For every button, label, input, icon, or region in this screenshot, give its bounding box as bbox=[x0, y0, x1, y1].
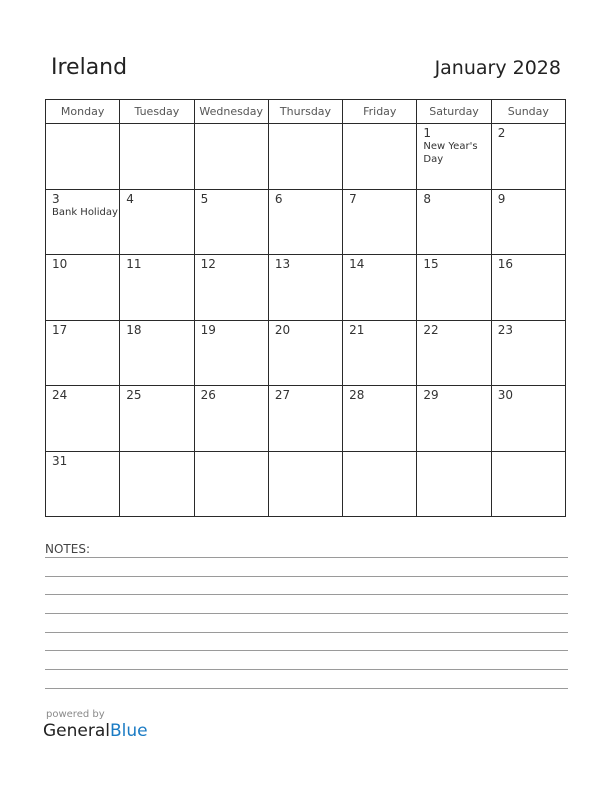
weekday-friday: Friday bbox=[343, 100, 417, 124]
weekday-saturday: Saturday bbox=[417, 100, 491, 124]
day-cell bbox=[194, 320, 268, 386]
day-cell bbox=[491, 189, 565, 255]
notes-line bbox=[45, 632, 568, 633]
day-cell bbox=[268, 386, 342, 452]
notes-line bbox=[45, 613, 568, 614]
day-number: 20 bbox=[274, 322, 291, 337]
day-cell bbox=[120, 320, 194, 386]
day-number: 13 bbox=[274, 257, 291, 271]
notes-label: NOTES: bbox=[45, 542, 90, 556]
weekday-tuesday: Tuesday bbox=[120, 100, 194, 124]
month-year-title: January 2028 bbox=[434, 57, 561, 79]
weekday-sunday: Sunday bbox=[491, 100, 565, 124]
week-row bbox=[46, 189, 566, 255]
weekday-wednesday: Wednesday bbox=[194, 100, 268, 124]
day-number: 22 bbox=[423, 322, 439, 337]
day-number: 8 bbox=[423, 191, 432, 206]
day-number: 5 bbox=[200, 191, 209, 206]
day-cell bbox=[120, 451, 194, 517]
day-number: 9 bbox=[497, 191, 506, 206]
day-cell bbox=[46, 386, 120, 452]
day-number: 28 bbox=[349, 388, 365, 402]
day-cell bbox=[120, 124, 194, 190]
day-cell bbox=[46, 320, 120, 386]
notes-line bbox=[45, 557, 568, 558]
day-cell bbox=[120, 255, 194, 321]
calendar-grid bbox=[45, 99, 566, 517]
day-number: 6 bbox=[274, 191, 283, 206]
day-number: 10 bbox=[52, 257, 68, 271]
day-number: 15 bbox=[423, 257, 439, 271]
day-cell bbox=[46, 451, 120, 517]
day-cell bbox=[417, 255, 491, 321]
generalblue-logo[interactable] bbox=[43, 721, 148, 741]
day-cell bbox=[417, 189, 491, 255]
day-number: 12 bbox=[200, 257, 216, 271]
day-cell bbox=[268, 189, 342, 255]
day-number: 7 bbox=[349, 191, 357, 206]
day-cell bbox=[417, 451, 491, 517]
day-number: 11 bbox=[126, 257, 142, 271]
day-number: 18 bbox=[126, 322, 142, 337]
notes-line bbox=[45, 688, 568, 689]
week-row bbox=[46, 451, 566, 517]
day-cell bbox=[343, 124, 417, 190]
day-cell bbox=[194, 451, 268, 517]
day-cell bbox=[46, 255, 120, 321]
weekday-thursday: Thursday bbox=[268, 100, 342, 124]
day-cell bbox=[343, 386, 417, 452]
notes-line bbox=[45, 669, 568, 670]
day-cell bbox=[417, 124, 491, 190]
day-number: 26 bbox=[200, 388, 216, 402]
day-cell bbox=[417, 386, 491, 452]
weekday-header-row bbox=[46, 100, 566, 124]
week-row bbox=[46, 124, 566, 190]
day-cell bbox=[194, 124, 268, 190]
day-cell bbox=[491, 255, 565, 321]
day-cell bbox=[491, 320, 565, 386]
day-cell bbox=[268, 255, 342, 321]
notes-line bbox=[45, 576, 568, 577]
brand-general-text: General bbox=[43, 721, 110, 741]
day-number: 2 bbox=[497, 126, 506, 140]
day-number: 16 bbox=[497, 257, 513, 271]
day-cell bbox=[343, 451, 417, 517]
holiday-label: Bank Holiday bbox=[52, 206, 118, 218]
day-cell bbox=[194, 255, 268, 321]
notes-line bbox=[45, 594, 568, 595]
brand-blue-text: Blue bbox=[110, 721, 148, 741]
day-number: 4 bbox=[126, 191, 134, 206]
day-number: 23 bbox=[497, 322, 513, 337]
day-cell bbox=[343, 255, 417, 321]
day-cell bbox=[491, 386, 565, 452]
notes-line bbox=[45, 650, 568, 651]
week-row bbox=[46, 255, 566, 321]
day-cell bbox=[268, 124, 342, 190]
week-row bbox=[46, 320, 566, 386]
day-number: 31 bbox=[52, 453, 68, 468]
day-cell bbox=[491, 124, 565, 190]
day-number: 30 bbox=[497, 388, 513, 402]
day-cell bbox=[120, 386, 194, 452]
holiday-label: New Year's Day bbox=[423, 141, 478, 165]
day-cell bbox=[46, 124, 120, 190]
day-number: 25 bbox=[126, 388, 142, 402]
day-number: 29 bbox=[423, 388, 439, 402]
day-cell bbox=[343, 189, 417, 255]
country-title: Ireland bbox=[51, 55, 128, 80]
day-number: 27 bbox=[274, 388, 291, 402]
day-number: 21 bbox=[349, 322, 365, 337]
day-cell bbox=[417, 320, 491, 386]
day-number: 17 bbox=[52, 322, 68, 337]
day-number: 1 bbox=[423, 126, 432, 140]
powered-by-text: powered by bbox=[46, 709, 105, 720]
day-number: 14 bbox=[349, 257, 365, 271]
day-cell bbox=[46, 189, 120, 255]
day-cell bbox=[491, 451, 565, 517]
weekday-monday: Monday bbox=[46, 100, 120, 124]
day-cell bbox=[194, 386, 268, 452]
day-number: 24 bbox=[52, 388, 68, 402]
day-number: 19 bbox=[200, 322, 216, 337]
day-cell bbox=[120, 189, 194, 255]
day-cell bbox=[194, 189, 268, 255]
day-cell bbox=[268, 320, 342, 386]
day-number: 3 bbox=[52, 191, 60, 206]
day-cell bbox=[268, 451, 342, 517]
week-row bbox=[46, 386, 566, 452]
day-cell bbox=[343, 320, 417, 386]
